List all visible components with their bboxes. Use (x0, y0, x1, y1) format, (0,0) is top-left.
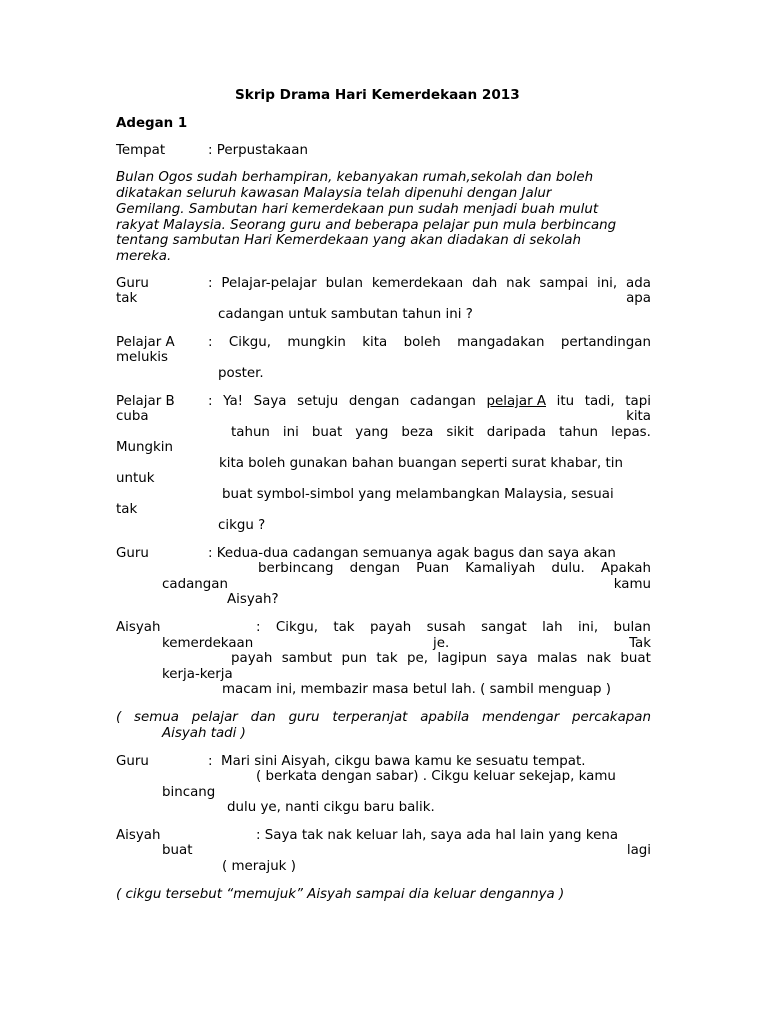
word: setuju (297, 394, 339, 409)
word: Cikgu, (275, 620, 318, 635)
word: Cikgu, (228, 335, 271, 350)
intro-line: rakyat Malaysia. Seorang guru and beberapa pelajar pun mula berbincang (116, 218, 617, 233)
word: tak (116, 291, 138, 306)
dialogue-line: : Kedua-dua cadangan semuanya agak bagus dan saya akan (208, 546, 616, 561)
word: berbincang (258, 561, 334, 576)
word: tadi, (584, 394, 615, 409)
stage-direction (116, 710, 651, 725)
dialogue-line (208, 276, 651, 291)
word: : (256, 620, 261, 635)
word: ini, (596, 276, 618, 291)
speaker-name: Aisyah (116, 620, 161, 635)
word: payah (231, 651, 273, 666)
word: saya (496, 651, 528, 666)
speaker-name: Pelajar A (116, 335, 175, 350)
word: nak (506, 276, 531, 291)
word: semua (134, 710, 179, 725)
word: Ya! (223, 394, 244, 409)
word: daripada (486, 425, 547, 440)
word: tak (376, 651, 398, 666)
dialogue-line: bincang (162, 785, 216, 800)
word: sangat (481, 620, 527, 635)
word: itu (556, 394, 575, 409)
word: kamu (613, 577, 651, 592)
dialogue-line: melukis (116, 350, 168, 365)
word: beza (401, 425, 434, 440)
word: cadangan (409, 394, 476, 409)
word: sikit (446, 425, 474, 440)
word: malas (537, 651, 578, 666)
dialogue-line: poster. (218, 366, 264, 381)
word: pun (341, 651, 368, 666)
speaker-name: Guru (116, 754, 149, 769)
word: Puan (416, 561, 450, 576)
word: sampai (539, 276, 589, 291)
word: payah (369, 620, 412, 635)
word: kita (626, 409, 651, 424)
word: tahun (559, 425, 599, 440)
word: lagi (626, 843, 651, 858)
stage-direction-line: Aisyah tadi ) (162, 726, 246, 741)
dialogue-line (256, 620, 651, 635)
speaker-name: Guru (116, 276, 149, 291)
dialogue-line (162, 843, 651, 858)
word: Tak (629, 636, 651, 651)
word: dulu. (551, 561, 585, 576)
intro-line: Bulan Ogos sudah berhampiran, kebanyakan rumah,sekolah dan boleh (116, 170, 594, 185)
speaker-name: Guru (116, 546, 149, 561)
dialogue-line (116, 291, 651, 306)
dialogue-line: buat symbol-simbol yang melambangkan Malaysia, sesuai (222, 487, 614, 502)
word: yang (355, 425, 389, 440)
dialogue-line (231, 425, 651, 440)
word: lagipun (437, 651, 487, 666)
word: : (208, 276, 213, 291)
word: boleh (403, 335, 441, 350)
dialogue-line: : Saya tak nak keluar lah, saya ada hal lain yang kena (256, 828, 619, 843)
word: cuba (116, 409, 149, 424)
place-value: : Perpustakaan (208, 143, 308, 158)
dialogue-line (258, 561, 651, 576)
word: ( (116, 710, 122, 725)
intro-line: Gemilang. Sambutan hari kemerdekaan pun sudah menjadi buah mulut (116, 202, 599, 217)
dialogue-line: Aisyah? (227, 592, 279, 607)
word: guru (288, 710, 320, 725)
intro-line: tentang sambutan Hari Kemerdekaan yang akan diadakan di sekolah (116, 233, 581, 248)
word: : (208, 394, 213, 409)
word: pertandingan (560, 335, 651, 350)
underlined-reference: pelajar A (486, 394, 546, 409)
word: je. (433, 636, 450, 651)
word: mangadakan (457, 335, 545, 350)
dialogue-line: cadangan untuk sambutan tahun ini ? (218, 307, 473, 322)
word: buat (620, 651, 651, 666)
dialogue-line: macam ini, membazir masa betul lah. ( sambil menguap ) (222, 682, 612, 697)
scene-heading: Adegan 1 (116, 116, 188, 131)
dialogue-line: Mungkin (116, 440, 173, 455)
word: dan (250, 710, 276, 725)
word: lepas. (611, 425, 651, 440)
word: apa (626, 291, 651, 306)
dialogue-line (208, 335, 651, 350)
word: pelajar (191, 710, 238, 725)
word: : (208, 335, 213, 350)
word: dengan (349, 561, 401, 576)
word: terperanjat (332, 710, 408, 725)
document-title: Skrip Drama Hari Kemerdekaan 2013 (235, 87, 520, 103)
word: kita (362, 335, 388, 350)
dialogue-line: ( berkata dengan sabar) . Cikgu keluar sekejap, kamu (256, 769, 616, 784)
word: tapi (625, 394, 651, 409)
word: ada (626, 276, 651, 291)
word: lah (542, 620, 563, 635)
dialogue-line (162, 636, 651, 651)
word: ini, (577, 620, 599, 635)
dialogue-line: kerja-kerja (162, 667, 233, 682)
word: kemerdekaan (162, 636, 254, 651)
word: buat (162, 843, 193, 858)
word: bulan (325, 276, 363, 291)
word: Apakah (600, 561, 651, 576)
dialogue-line (116, 409, 651, 424)
place-label: Tempat (116, 143, 166, 158)
dialogue-line (208, 394, 651, 409)
dialogue-line: cikgu ? (218, 518, 266, 533)
word: mendengar (482, 710, 560, 725)
speaker-name: Pelajar B (116, 394, 175, 409)
word: sambut (281, 651, 333, 666)
word: percakapan (572, 710, 651, 725)
speaker-name: Aisyah (116, 828, 161, 843)
word: ini (282, 425, 299, 440)
word: dah (471, 276, 498, 291)
dialogue-line: tak (116, 502, 138, 517)
dialogue-line (231, 651, 651, 666)
word: buat (311, 425, 343, 440)
stage-direction: ( cikgu tersebut “memujuk” Aisyah sampai dia keluar dengannya ) (116, 887, 565, 902)
word: tahun (231, 425, 270, 440)
dialogue-line: kita boleh gunakan bahan buangan seperti surat khabar, tin (219, 456, 623, 471)
dialogue-line (162, 577, 651, 592)
word: mungkin (287, 335, 346, 350)
intro-line: mereka. (116, 249, 172, 264)
word: susah (426, 620, 466, 635)
word: bulan (613, 620, 651, 635)
word: Kamaliyah (465, 561, 536, 576)
word: pe, (407, 651, 428, 666)
word: tak (333, 620, 355, 635)
dialogue-line: dulu ye, nanti cikgu baru balik. (227, 800, 435, 815)
word: Pelajar-pelajar (221, 276, 317, 291)
dialogue-line: untuk (116, 471, 155, 486)
intro-line: dikatakan seluruh kawasan Malaysia telah dipenuhi dengan Jalur (116, 186, 552, 201)
word: apabila (420, 710, 470, 725)
dialogue-line: : Mari sini Aisyah, cikgu bawa kamu ke sesuatu tempat. (208, 754, 586, 769)
word: dengan (348, 394, 400, 409)
word: Saya (253, 394, 287, 409)
dialogue-line: ( merajuk ) (222, 859, 296, 874)
word: nak (586, 651, 612, 666)
word: kemerdekaan (371, 276, 464, 291)
word: cadangan (162, 577, 228, 592)
